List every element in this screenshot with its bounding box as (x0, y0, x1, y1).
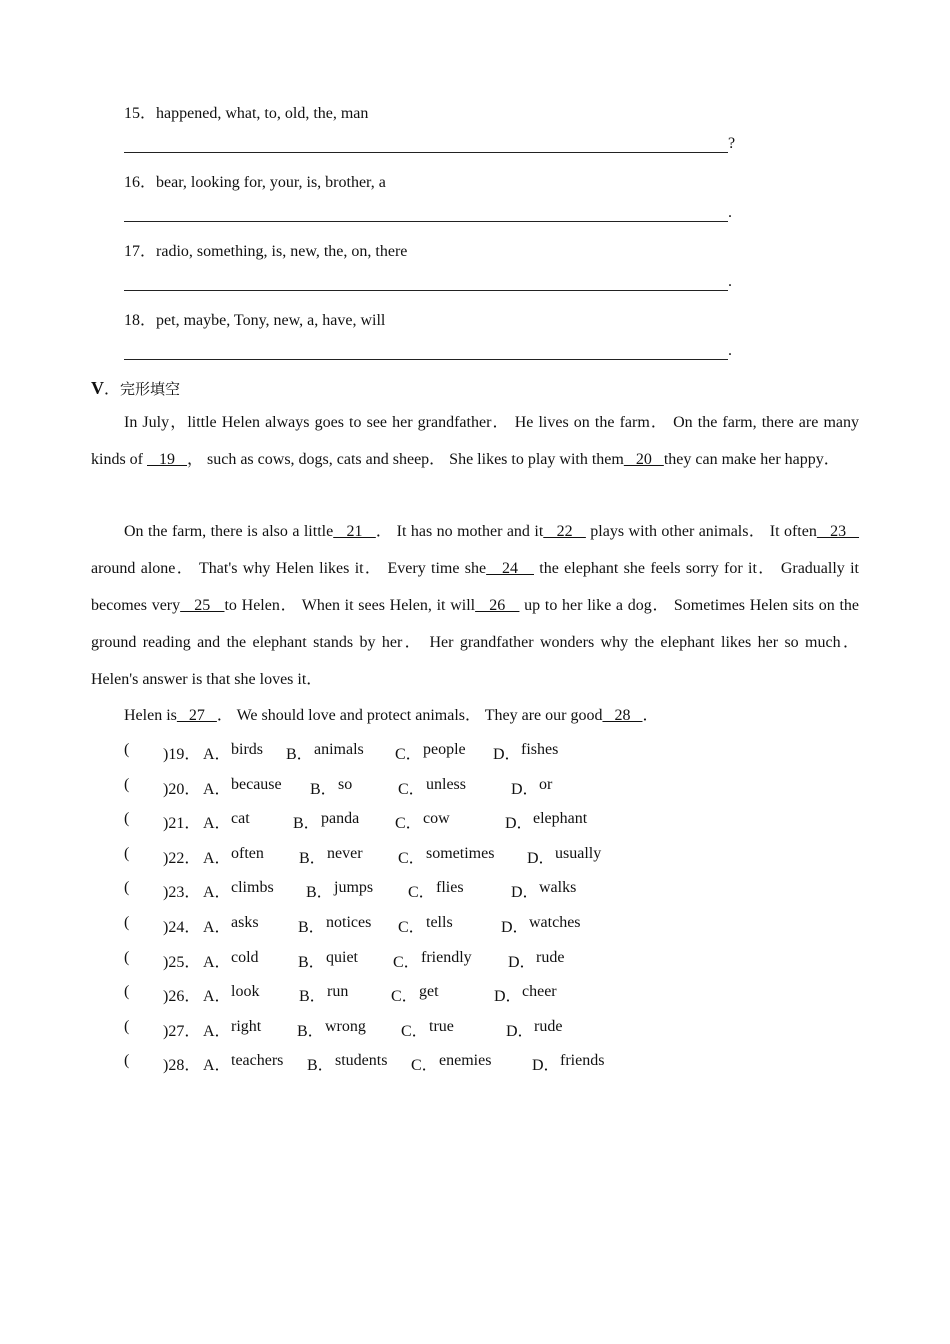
option-d: fishes (521, 741, 559, 758)
option-c: unless (426, 775, 466, 793)
option-a-label: A． (203, 1022, 231, 1040)
option-d: or (539, 775, 553, 793)
option-a: look (231, 983, 260, 1001)
passage-text: On the farm, there is also a little (124, 523, 334, 540)
item-number: 16． (124, 174, 157, 191)
passage-text: ． We should love and protect animals． They are our good (216, 707, 603, 724)
option-a: asks (231, 914, 259, 931)
question-row (0, 810, 950, 834)
reorder-item (124, 238, 407, 261)
blank-26: 26 (475, 597, 520, 614)
option-c: tells (426, 914, 453, 931)
option-b-label: B． (306, 884, 333, 902)
option-a: teachers (231, 1052, 284, 1070)
passage-paragraph-1 (91, 404, 859, 478)
question-row (0, 1052, 950, 1076)
option-b: run (327, 983, 349, 1001)
question-number: )25． (163, 953, 201, 971)
question-number: )22． (163, 849, 201, 867)
passage-paragraph-3 (91, 697, 859, 734)
passage-text: around alone． That's why Helen likes it． Every time she (91, 560, 487, 577)
option-b-label: B． (307, 1057, 334, 1075)
option-b-label: B． (299, 849, 326, 867)
option-c-label: C． (398, 849, 425, 867)
option-d-label: D． (494, 988, 522, 1006)
option-b: so (338, 775, 353, 793)
option-d: cheer (522, 983, 557, 1001)
option-d-label: D． (505, 815, 533, 833)
question-row (0, 879, 950, 903)
option-d: elephant (533, 810, 588, 828)
option-d: walks (539, 879, 577, 897)
sentence-end-mark: . (728, 273, 732, 290)
option-c: flies (436, 879, 464, 897)
question-number: )28． (163, 1057, 201, 1075)
answer-paren-open: ( (124, 983, 130, 1001)
answer-paren-open: ( (124, 844, 130, 862)
answer-paren-open: ( (124, 810, 130, 828)
option-a-label: A． (203, 746, 231, 763)
blank-27: 27 (176, 707, 217, 724)
option-b-label: B． (299, 988, 326, 1006)
section-number: V (91, 378, 104, 398)
option-d-label: D． (493, 746, 521, 763)
item-number: 15． (124, 105, 157, 122)
passage-text: to Helen． When it sees Helen, it will (224, 597, 476, 614)
option-c-label: C． (411, 1057, 438, 1075)
option-d-label: D． (511, 884, 539, 902)
option-a: climbs (231, 879, 274, 897)
section-heading (91, 376, 180, 399)
section-separator: ． (104, 381, 121, 398)
passage-paragraph-2 (91, 513, 859, 698)
question-row (0, 845, 950, 869)
question-number: )23． (163, 884, 201, 902)
blank-21: 21 (333, 523, 376, 540)
option-c-label: C． (395, 746, 422, 763)
option-a-label: A． (203, 849, 231, 867)
option-a-label: A． (203, 780, 231, 798)
item-number: 17． (124, 243, 157, 260)
option-a-label: A． (203, 953, 231, 971)
answer-line (124, 359, 728, 360)
question-row (0, 741, 950, 765)
question-number: )21． (163, 815, 201, 833)
answer-line (124, 290, 728, 291)
option-c-label: C． (408, 884, 435, 902)
answer-paren-open: ( (124, 1052, 130, 1070)
option-c: true (429, 1017, 454, 1035)
passage-text: Helen is (124, 707, 177, 724)
passage-text: In July，little Helen always goes to see her grandfather． He lives on the farm． On the farm, there are many kinds of (91, 414, 859, 468)
sentence-end-mark: . (728, 204, 732, 221)
option-d: friends (560, 1052, 605, 1070)
passage-text: the elephant she feels sorry for it． Gradually it becomes very (91, 560, 860, 614)
answer-paren-open: ( (124, 879, 130, 897)
question-number: )19． (163, 746, 201, 763)
option-a-label: A． (203, 815, 231, 833)
option-b: quiet (326, 948, 358, 966)
item-number: 18． (124, 312, 157, 329)
question-number: )20． (163, 780, 201, 798)
option-d-label: D． (527, 849, 555, 867)
answer-paren-open: ( (124, 1017, 130, 1035)
option-b: students (335, 1052, 388, 1070)
option-a-label: A． (203, 988, 231, 1006)
blank-24: 24 (486, 560, 534, 577)
option-c: cow (423, 810, 450, 828)
blank-28: 28 (602, 707, 643, 724)
option-a: right (231, 1017, 262, 1035)
option-c: sometimes (426, 844, 495, 862)
word-list: bear, looking for, your, is, brother, a (156, 174, 386, 191)
option-d: watches (529, 914, 581, 931)
option-b: never (327, 844, 363, 862)
passage-text: ， such as cows, dogs, cats and sheep． She likes to play with them (187, 451, 624, 468)
answer-line (124, 221, 728, 222)
question-row (0, 949, 950, 973)
reorder-item (124, 100, 368, 123)
option-b-label: B． (298, 919, 325, 936)
answer-paren-open: ( (124, 775, 130, 793)
option-b: notices (326, 914, 372, 931)
answer-paren-open: ( (124, 914, 130, 931)
option-b-label: B． (297, 1022, 324, 1040)
option-c-label: C． (398, 919, 425, 936)
option-b: panda (321, 810, 360, 828)
answer-line (124, 152, 728, 153)
option-c: friendly (421, 948, 472, 966)
passage-text: ． It has no mother and it (375, 523, 544, 540)
option-c-label: C． (401, 1022, 428, 1040)
option-b: wrong (325, 1017, 366, 1035)
option-b: animals (314, 741, 364, 758)
passage-text: they can make her happy． (663, 451, 840, 468)
reorder-item (124, 307, 385, 330)
option-b-label: B． (310, 780, 337, 798)
option-d-label: D． (532, 1057, 560, 1075)
option-a-label: A． (203, 884, 231, 902)
option-a: cold (231, 948, 259, 966)
passage-text: up to her like a dog． Sometimes Helen sits on the ground reading and the elephant stands by her． Her grandfather wonders why the elephant likes her so much． Helen's answer is that she loves it． (91, 597, 860, 688)
option-c: enemies (439, 1052, 492, 1070)
question-row (0, 983, 950, 1007)
option-d-label: D． (508, 953, 536, 971)
passage-text: ． (642, 707, 659, 724)
option-b-label: B． (286, 746, 313, 763)
option-a: often (231, 844, 264, 862)
blank-19: 19 (147, 451, 187, 468)
option-c-label: C． (395, 815, 422, 833)
question-number: )26． (163, 988, 201, 1006)
option-d: rude (534, 1017, 563, 1035)
option-a-label: A． (203, 1057, 231, 1075)
option-c: get (419, 983, 439, 1001)
question-number: )24． (163, 919, 201, 936)
option-a: birds (231, 741, 263, 758)
option-d: usually (555, 844, 602, 862)
sentence-end-mark: . (728, 342, 732, 359)
question-row (0, 1018, 950, 1042)
answer-paren-open: ( (124, 948, 130, 966)
word-list: pet, maybe, Tony, new, a, have, will (156, 312, 386, 329)
option-d: rude (536, 948, 565, 966)
word-list: happened, what, to, old, the, man (156, 105, 369, 122)
option-c-label: C． (393, 953, 420, 971)
option-d-label: D． (511, 780, 539, 798)
section-title: 完形填空 (120, 380, 181, 398)
answer-paren-open: ( (124, 741, 130, 758)
question-row (0, 914, 950, 938)
question-number: )27． (163, 1022, 201, 1040)
option-c-label: C． (391, 988, 418, 1006)
option-c: people (423, 741, 466, 758)
sentence-end-mark: ? (728, 135, 736, 152)
blank-22: 22 (543, 523, 586, 540)
option-a: cat (231, 810, 250, 828)
option-d-label: D． (506, 1022, 534, 1040)
question-row (0, 776, 950, 800)
option-b: jumps (334, 879, 374, 897)
blank-25: 25 (180, 597, 225, 614)
blank-20: 20 (623, 451, 664, 468)
option-b-label: B． (298, 953, 325, 971)
option-a-label: A． (203, 919, 231, 936)
option-b-label: B． (293, 815, 320, 833)
passage-text: plays with other animals． It often (585, 523, 817, 540)
option-c-label: C． (398, 780, 425, 798)
blank-23: 23 (816, 523, 860, 540)
word-list: radio, something, is, new, the, on, there (156, 243, 408, 260)
option-d-label: D． (501, 919, 529, 936)
reorder-item (124, 169, 386, 192)
option-a: because (231, 775, 282, 793)
